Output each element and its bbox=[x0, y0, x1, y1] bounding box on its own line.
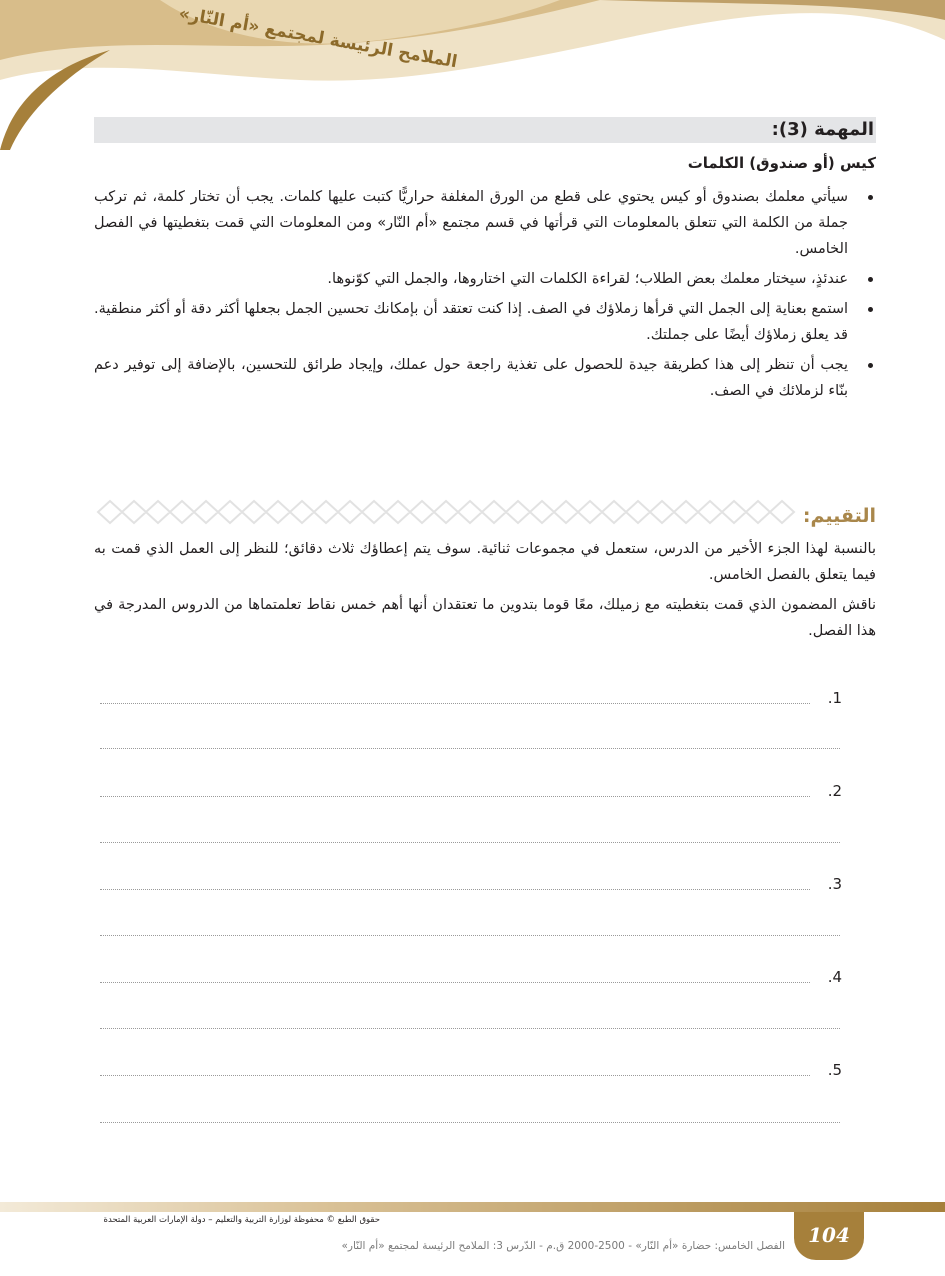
footer-breadcrumb: الفصل الخامس: حضارة «أم النّار» - 2500-2000 ق.م - الدّرس 3: الملامح الرئيسة لمجتمع «أم النّار» bbox=[341, 1240, 785, 1252]
task-title-bar bbox=[94, 117, 876, 143]
bullet-icon bbox=[868, 195, 873, 200]
evaluation-paragraph: بالنسبة لهذا الجزء الأخير من الدرس، ستعمل في مجموعات ثنائية. سوف يتم إعطاؤك ثلاث دقائق؛ للنظر إلى العمل الذي قمت به فيما يتعلق بالفصل الخامس. bbox=[94, 541, 876, 583]
evaluation-heading: التقييم: bbox=[802, 505, 876, 527]
answer-line[interactable] bbox=[100, 748, 840, 749]
answer-line[interactable] bbox=[100, 1075, 810, 1076]
answer-item-1 bbox=[0, 688, 945, 728]
answer-line[interactable] bbox=[100, 796, 810, 797]
bullet-icon bbox=[868, 363, 873, 368]
footer-bar bbox=[0, 1202, 945, 1212]
evaluation-text bbox=[94, 536, 876, 648]
answer-line[interactable] bbox=[100, 842, 840, 843]
answer-line[interactable] bbox=[100, 982, 810, 983]
answer-item-4 bbox=[0, 967, 945, 1007]
answer-number: .4 bbox=[827, 968, 842, 986]
answer-number: .3 bbox=[827, 875, 842, 893]
task-subtitle: كيس (أو صندوق) الكلمات bbox=[687, 154, 876, 172]
answer-line[interactable] bbox=[100, 1028, 840, 1029]
header-title: الملامح الرئيسة لمجتمع «أم النّار» bbox=[177, 3, 459, 73]
diamond-border-decoration bbox=[94, 499, 802, 525]
task-instructions bbox=[94, 184, 876, 408]
answer-number: .5 bbox=[827, 1061, 842, 1079]
task-title: المهمة (3): bbox=[771, 119, 874, 140]
instruction-item: استمع بعناية إلى الجمل التي قرأها زملاؤك في الصف. إذا كنت تعتقد أن بإمكانك تحسين الجمل بجعلها أكثر دقة أو أكثر منطقية. قد يعلق زملاؤك أيضًا على جملتك. bbox=[94, 296, 876, 348]
instruction-item: عندئذٍ، سيختار معلمك بعض الطلاب؛ لقراءة الكلمات التي اختاروها، والجمل التي كوّنوها. bbox=[94, 266, 876, 292]
instruction-item: سيأتي معلمك بصندوق أو كيس يحتوي على قطع من الورق المغلفة حراريًّا كتبت عليها كلمات. يجب أن تختار كلمة، ثم تركب جملة من الكلمة التي تتعلق بالمعلومات التي قرأتها في قسم مجتمع «أم النّار» ومن المعلومات التي قمت بتغطيتها في الفصل الخامس. bbox=[94, 184, 876, 262]
answer-line[interactable] bbox=[100, 935, 840, 936]
answer-item-3 bbox=[0, 874, 945, 914]
answer-line[interactable] bbox=[100, 1122, 840, 1123]
bullet-icon bbox=[868, 307, 873, 312]
answer-line[interactable] bbox=[100, 889, 810, 890]
page-number: 104 bbox=[794, 1212, 864, 1260]
answer-line[interactable] bbox=[100, 703, 810, 704]
instruction-item: يجب أن تنظر إلى هذا كطريقة جيدة للحصول على تغذية راجعة حول عملك، وإيجاد طرائق للتحسين، بالإضافة إلى توفير دعم بنّاء لزملائك في الصف. bbox=[94, 352, 876, 404]
bullet-icon bbox=[868, 277, 873, 282]
answer-number: .2 bbox=[827, 782, 842, 800]
answer-number: .1 bbox=[827, 689, 842, 707]
footer-copyright: حقوق الطبع © محفوظة لوزارة التربية والتعليم – دولة الإمارات العربية المتحدة bbox=[103, 1215, 380, 1225]
answer-item-2 bbox=[0, 781, 945, 821]
answer-item-5 bbox=[0, 1060, 945, 1100]
evaluation-paragraph: ناقش المضمون الذي قمت بتغطيته مع زميلك، معًا قوما بتدوين ما تعتقدان أنها أهم خمس نقاط تعلمتماها من الدروس المدرجة في هذا الفصل. bbox=[94, 597, 876, 639]
